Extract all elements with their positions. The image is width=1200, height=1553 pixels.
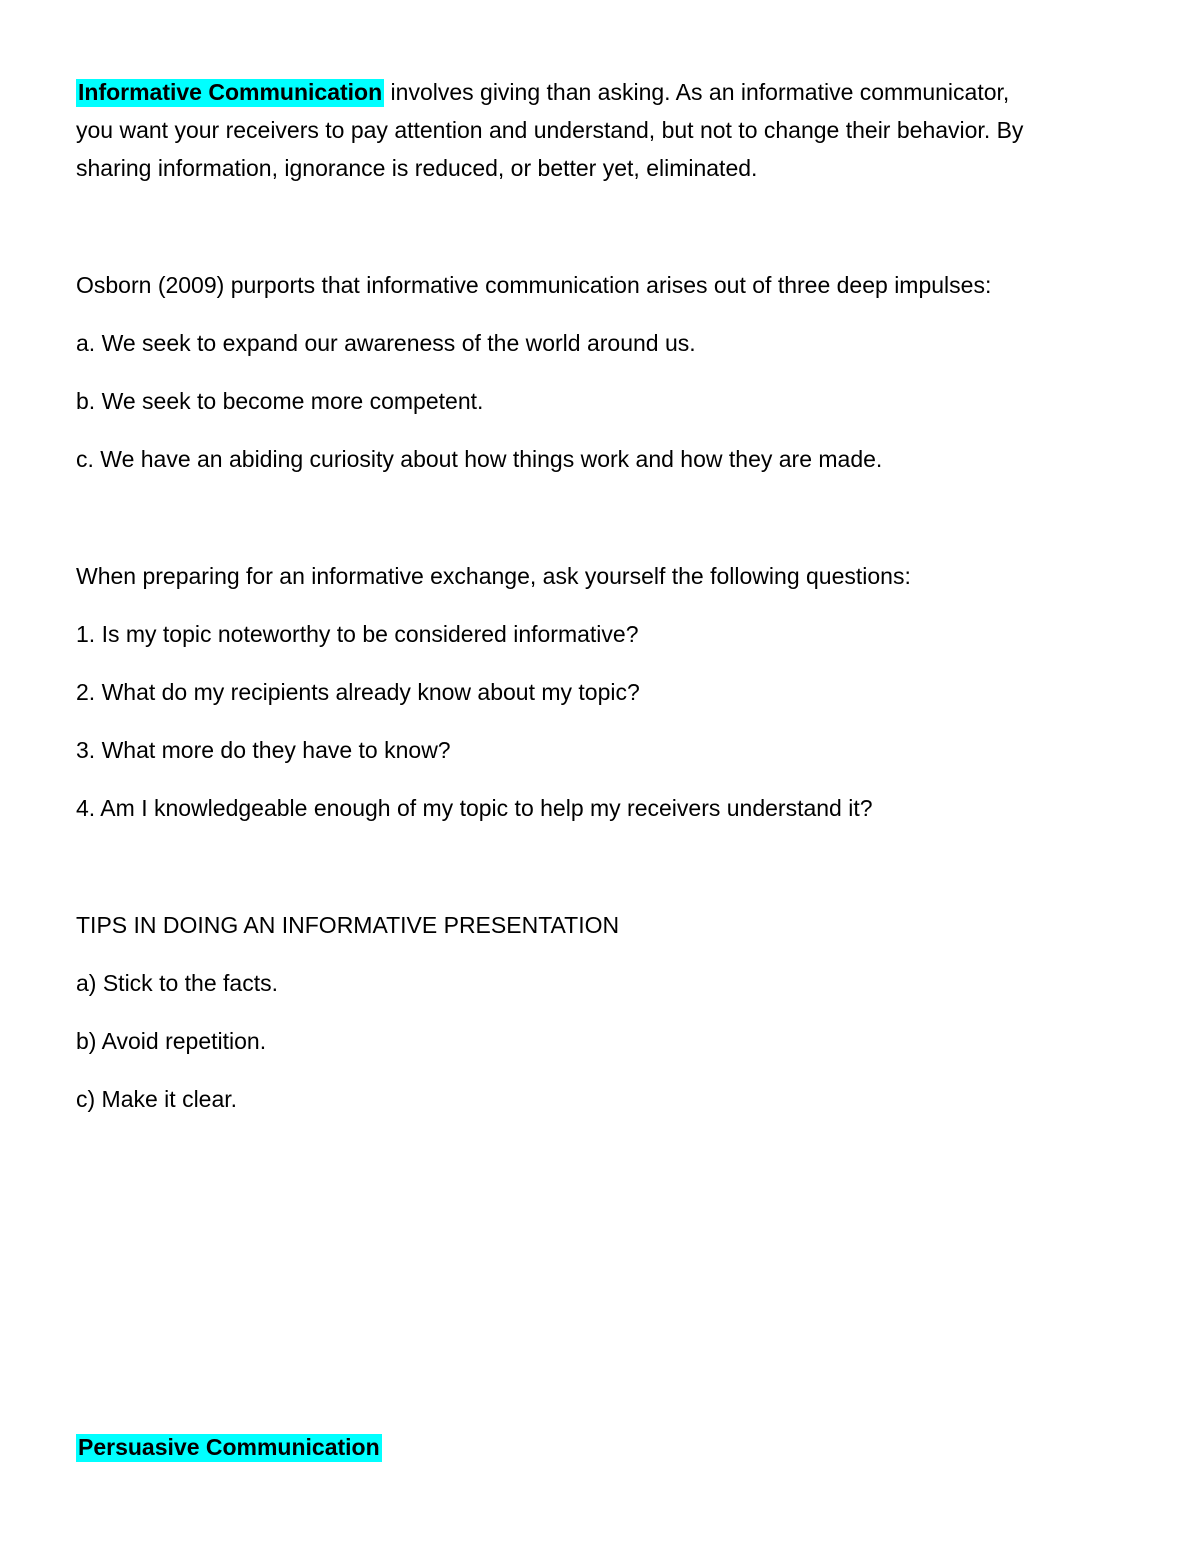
- persuasive-heading-line: [76, 1428, 382, 1466]
- question-item-3: 3. What more do they have to know?: [76, 737, 451, 763]
- tips-heading: TIPS IN DOING AN INFORMATIVE PRESENTATION: [76, 912, 620, 938]
- tip-item-c: c) Make it clear.: [76, 1086, 238, 1112]
- informative-communication-heading: Informative Communication: [78, 79, 383, 105]
- question-item-1: 1. Is my topic noteworthy to be considered informative?: [76, 621, 639, 647]
- intro-line-3: sharing information, ignorance is reduced, or better yet, eliminated.: [76, 155, 758, 181]
- osborn-item-c: c. We have an abiding curiosity about how things work and how they are made.: [76, 446, 883, 472]
- osborn-lead: Osborn (2009) purports that informative communication arises out of three deep impulses:: [76, 272, 992, 298]
- persuasive-communication-heading: Persuasive Communication: [78, 1434, 380, 1460]
- questions-lead: When preparing for an informative exchange, ask yourself the following questions:: [76, 563, 911, 589]
- intro-line-1-text: involves giving than asking. As an informative communicator,: [384, 79, 1010, 105]
- osborn-item-a: a. We seek to expand our awareness of the world around us.: [76, 330, 696, 356]
- osborn-item-b: b. We seek to become more competent.: [76, 388, 484, 414]
- tip-item-a: a) Stick to the facts.: [76, 970, 278, 996]
- tip-item-b: b) Avoid repetition.: [76, 1028, 267, 1054]
- question-item-2: 2. What do my recipients already know about my topic?: [76, 679, 640, 705]
- intro-line-2: you want your receivers to pay attention and understand, but not to change their behavior. By: [76, 117, 1024, 143]
- intro-line-1: [76, 73, 1009, 111]
- question-item-4: 4. Am I knowledgeable enough of my topic to help my receivers understand it?: [76, 795, 873, 821]
